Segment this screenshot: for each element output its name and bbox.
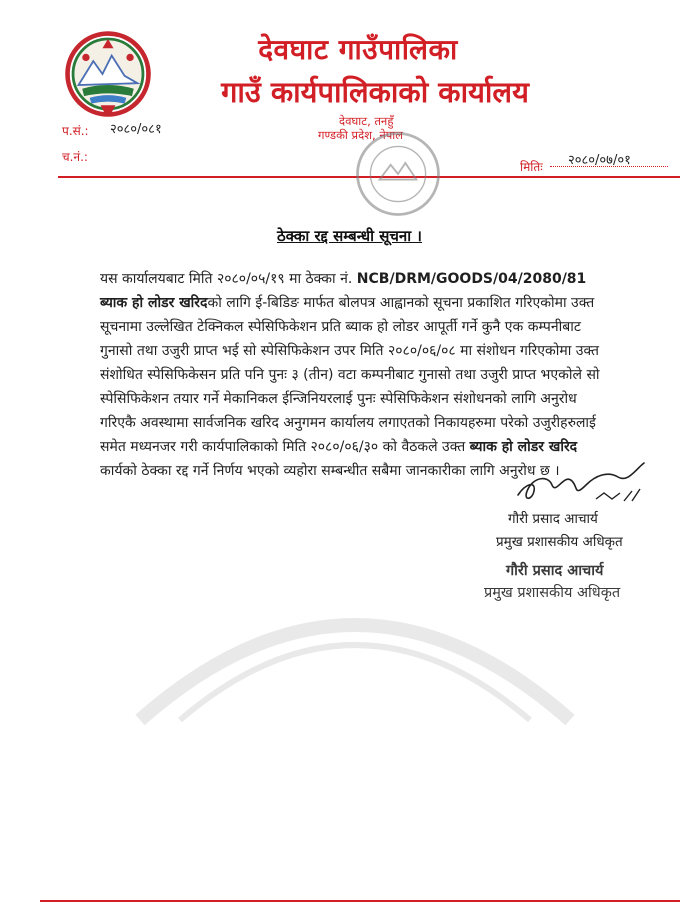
date-value: २०८०/०७/०१	[568, 153, 631, 168]
address-line1: देवघाट, तनहुँ	[339, 114, 394, 128]
body-line-7: गरिएकै अवस्थामा सार्वजनिक खरिद अनुगमन कार्यालय लगाएतको निकायहरुमा परेको उजुरीहरुलाई	[100, 415, 596, 431]
ps-value: २०८०/०८१	[110, 122, 162, 137]
body-line-1	[100, 270, 648, 288]
ps-label: प.सं.:	[62, 124, 89, 138]
body-line-5: संशोधित स्पेसिफिकेसन प्रति पनि पुनः ३ (तीन) वटा कम्पनीबाट गुनासो तथा उजुरी प्राप्त भएकोले सो	[100, 367, 600, 383]
body-line-4: गुनासो तथा उजुरी प्राप्त भई सो स्पेसिफिकेशन उपर मिति २०८०/०६/०८ मा संशोधन गरिएकोमा उक्त	[100, 343, 599, 359]
body-line-8-text: समेत मध्यनजर गरी कार्यपालिकाको मिति २०८०/०६/३० को वैठकले उक्त	[100, 439, 470, 455]
office-stamp-icon	[352, 128, 444, 220]
body-line-1-text: यस कार्यालयबाट मिति २०८०/०५/१९ मा ठेक्का नं.	[100, 271, 357, 287]
body-line-2-text: को लागि ई-बिडिङ मार्फत बोलपत्र आह्वानको सूचना प्रकाशित गरिएकोमा उक्त	[207, 295, 595, 311]
body-line-8	[100, 438, 648, 456]
body-line-9: कार्यको ठेक्का रद्द गर्ने निर्णय भएको व्यहोरा सम्बन्धीत सबैमा जानकारीका लागि अनुरोध छ ।	[100, 463, 560, 479]
body-line-3: सूचनामा उल्लेखित टेक्निकल स्पेसिफिकेशन प्रति ब्याक हो लोडर आपूर्ती गर्ने कुनै एक कम्पनीबाट	[100, 319, 581, 335]
office-title-line1: देवघाट गाउँपालिका	[258, 33, 458, 66]
nepal-emblem-icon	[62, 28, 154, 120]
stamp-signatory-title: प्रमुख प्रशासकीय अधिकृत	[484, 585, 621, 601]
item-name-repeat: ब्याक हो लोडर खरिद	[469, 439, 578, 455]
address-line2: गण्डकी प्रदेश, नेपाल	[318, 128, 404, 142]
date-label: मितिः	[520, 160, 543, 174]
subject-text: ठेक्का रद्द सम्बन्धी सूचना ।	[277, 227, 422, 245]
signatory-title: प्रमुख प्रशासकीय अधिकृत	[496, 534, 623, 550]
signature-icon	[512, 455, 652, 510]
watermark-emblem-icon	[120, 520, 590, 750]
item-name: ब्याक हो लोडर खरिद	[100, 295, 208, 311]
body-line-6: स्पेसिफिकेशन तयार गर्ने मेकानिकल ईन्जिनियरलाई पुनः स्पेसिफिकेशन संशोधनको लागि अनुरोध	[100, 391, 577, 407]
body-line-2	[100, 294, 648, 312]
stamp-signatory-name: गौरी प्रसाद आचार्य	[506, 563, 604, 579]
signatory-name: गौरी प्रसाद आचार्य	[508, 511, 598, 527]
tender-number: NCB/DRM/GOODS/04/2080/81	[356, 271, 587, 287]
subject-heading	[0, 226, 699, 246]
office-title-line2: गाउँ कार्यपालिकाको कार्यालय	[221, 75, 529, 109]
cn-label: च.नं.:	[62, 150, 88, 164]
footer-rule	[40, 900, 680, 902]
